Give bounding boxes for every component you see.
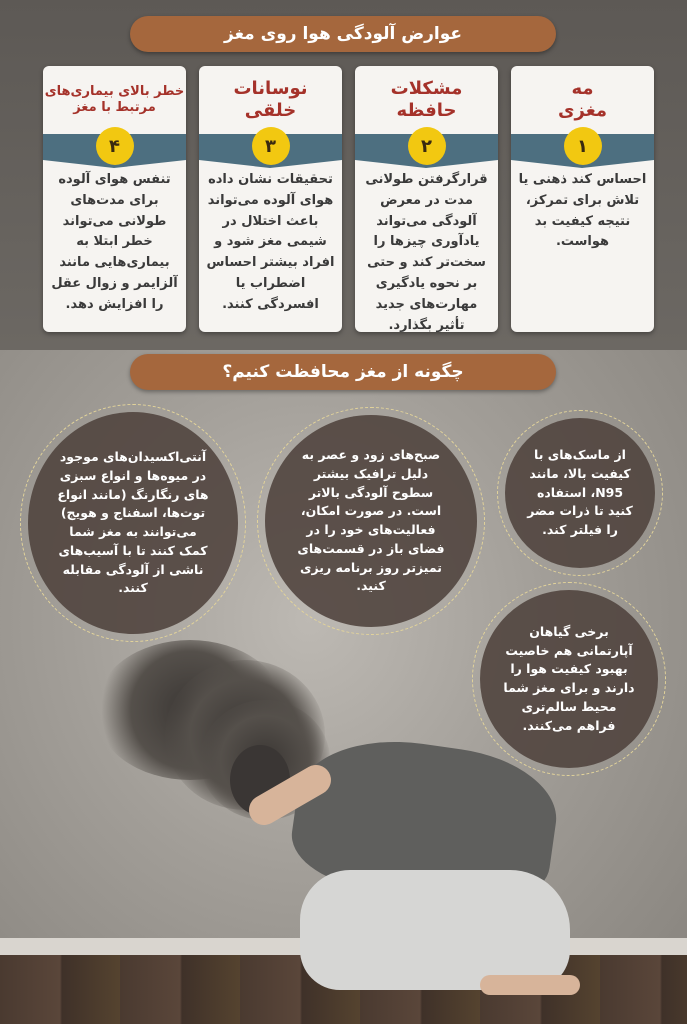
effect-card-3	[199, 66, 342, 332]
card-title: نوسانات خلقی	[233, 77, 308, 121]
tip-bubble-mask	[505, 418, 655, 568]
card-number-badge: ۱	[564, 127, 602, 165]
tip-text: از ماسک‌های با کیفیت بالا، مانند N95، استفاده کنید تا ذرات مضر را فیلتر کند.	[527, 447, 633, 538]
card-title: خطر بالای بیماری‌های مرتبط با مغز	[44, 83, 185, 115]
card-text: تنفس هوای آلوده برای مدت‌های طولانی می‌تواند خطر ابتلا به بیماری‌هایی مانند آلزایمر و زوال عقل را افزایش دهد.	[51, 172, 178, 312]
card-title: مشکلات حافظه	[390, 77, 463, 121]
card-text: تحقیقات نشان داده هوای آلوده می‌تواند باعث اختلال در شیمی مغز شود و افراد بیشتر احساس اضطراب یا افسردگی کنند.	[206, 172, 335, 312]
card-title: مه مغزی	[558, 77, 607, 121]
tip-bubble-timing	[265, 415, 477, 627]
card-number-badge: ۲	[408, 127, 446, 165]
tip-text: صبح‌های زود و عصر به دلیل ترافیک بیشتر سطوح آلودگی بالاتر است. در صورت امکان، فعالیت‌های خود را در فضای باز در قسمت‌های تمیزتر روز برنامه ریزی کنید.	[297, 447, 445, 594]
tip-bubble-antioxidants	[28, 412, 238, 634]
tip-bubble-plants	[480, 590, 658, 768]
effect-card-2	[355, 66, 498, 332]
card-text: قرارگرفتن طولانی مدت در معرض آلودگی می‌تواند یادآوری چیزها را سخت‌تر کند و حتی بر نحوه یادگیری مهارت‌های جدید تأثیر بگذارد.	[365, 172, 488, 332]
person-foot	[480, 975, 580, 995]
card-number-badge: ۴	[96, 127, 134, 165]
tip-text: برخی گیاهان آپارتمانی هم خاصیت بهبود کیفیت هوا را دارند و برای مغز شما محیط سالم‌تری فراهم می‌کنند.	[503, 623, 635, 733]
tip-text: آنتی‌اکسیدان‌های موجود در میوه‌ها و انواع سبزی های رنگارنگ (مانند انواع توت‌ها، اسفناج و هویج) می‌توانند به مغز شما کمک کنند تا با آسیب‌های ناشی از آلودگی مقابله کنند.	[57, 449, 209, 596]
card-text: احساس کند ذهنی یا تلاش برای تمرکز، نتیجه کیفیت بد هواست.	[518, 172, 647, 250]
person-legs	[300, 870, 570, 990]
section-title-protection: چگونه از مغز محافظت کنیم؟	[130, 354, 556, 390]
card-number-badge: ۳	[252, 127, 290, 165]
effect-card-1	[511, 66, 654, 332]
effect-card-4	[43, 66, 186, 332]
section-title-effects: عوارض آلودگی هوا روی مغز	[130, 16, 556, 52]
